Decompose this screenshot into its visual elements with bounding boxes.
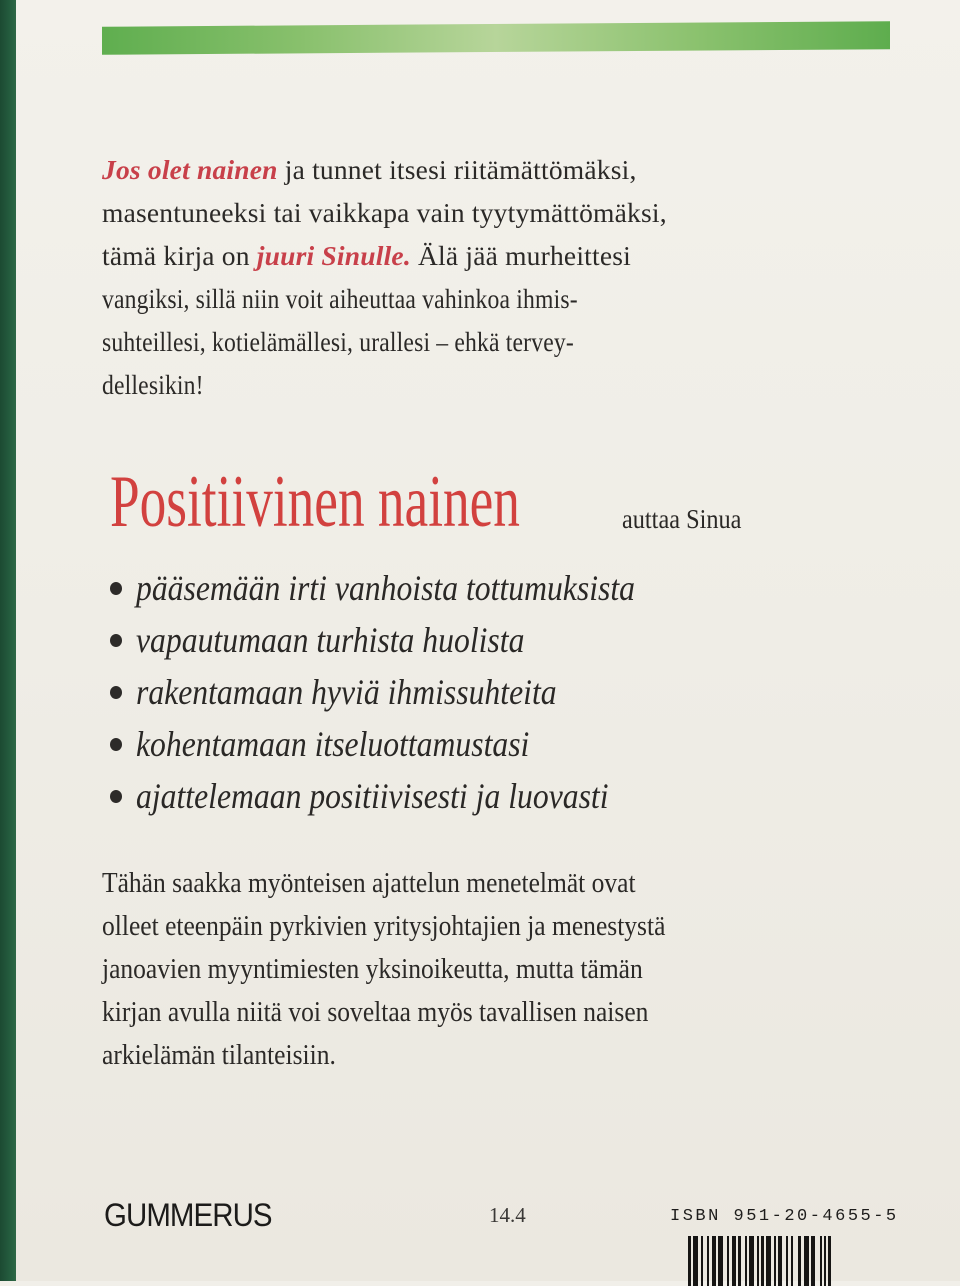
intro-line-1: Jos olet nainen ja tunnet itsesi riitämättömäksi,	[102, 154, 637, 185]
green-accent-bar	[102, 21, 890, 55]
list-item: rakentamaan hyviä ihmissuhteita	[110, 666, 703, 718]
intro-line-6: dellesikin!	[102, 369, 204, 400]
bullet-icon	[110, 582, 122, 595]
description-paragraph	[102, 862, 922, 1077]
description-line: kirjan avulla niitä voi soveltaa myös tavallisen naisen	[102, 996, 649, 1028]
description-line: olleet eteenpäin pyrkivien yritysjohtajien ja menestystä	[102, 910, 666, 942]
barcode-icon	[688, 1236, 878, 1286]
intro-line-4: vangiksi, sillä niin voit aiheuttaa vahinkoa ihmis-	[102, 283, 578, 314]
book-spine	[0, 0, 16, 1281]
intro-paragraph	[102, 148, 902, 406]
intro-line-3: tämä kirja on juuri Sinulle. Älä jää murheittesi	[102, 240, 632, 271]
list-item: kohentamaan itseluottamustasi	[110, 718, 703, 770]
headline-subtitle: auttaa Sinua	[622, 504, 742, 534]
publisher-logo: GUMMERUS	[104, 1197, 272, 1233]
description-line: janoavien myyntimiesten yksinoikeutta, mutta tämän	[102, 953, 643, 985]
intro-highlight: Jos olet nainen	[102, 154, 278, 185]
bullet-icon	[110, 738, 122, 751]
description-line: Tähän saakka myönteisen ajattelun menetelmät ovat	[102, 867, 636, 899]
intro-line-5: suhteillesi, kotielämällesi, urallesi – ehkä tervey-	[102, 326, 574, 357]
intro-highlight: juuri Sinulle.	[256, 240, 411, 271]
headline	[110, 461, 742, 543]
list-item: vapautumaan turhista huolista	[110, 614, 703, 666]
isbn-number: ISBN 951-20-4655-5	[670, 1207, 899, 1226]
benefits-list	[110, 562, 703, 822]
intro-line-2: masentuneeksi tai vaikkapa vain tyytymättömäksi,	[102, 197, 667, 228]
bullet-icon	[110, 634, 122, 647]
list-item: ajattelemaan positiivisesti ja luovasti	[110, 770, 703, 822]
list-item: pääsemään irti vanhoista tottumuksista	[110, 562, 703, 614]
cropped-footer-text	[104, 1271, 464, 1283]
bullet-icon	[110, 790, 122, 803]
book-title: Positiivinen nainen	[110, 461, 520, 543]
classification-code: 14.4	[489, 1203, 526, 1227]
description-line: arkielämän tilanteisiin.	[102, 1039, 336, 1071]
bullet-icon	[110, 686, 122, 699]
